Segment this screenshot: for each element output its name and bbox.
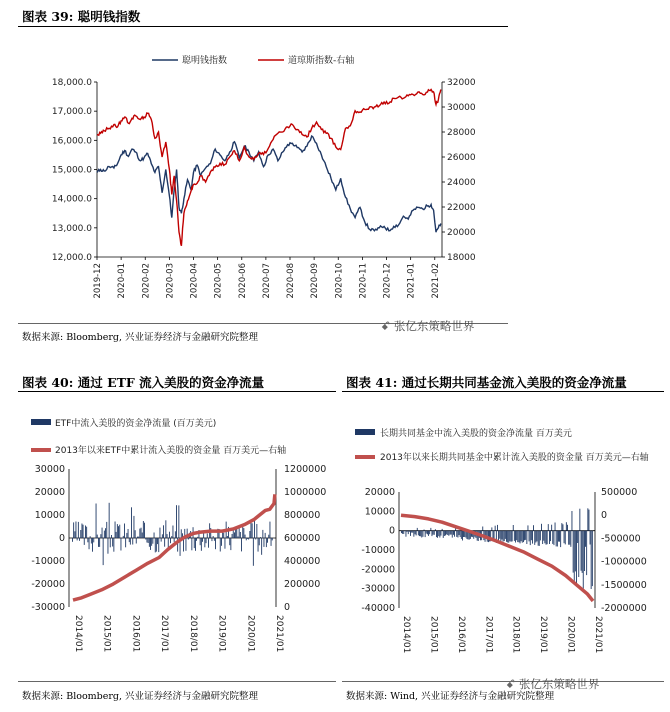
x-tick-label: 2020-05 xyxy=(213,263,224,299)
left-tick-label: -20000 xyxy=(361,564,395,576)
left-tick-label: -30000 xyxy=(31,602,65,613)
mf-flow-bar xyxy=(547,531,548,545)
right-tick-label: 32000 xyxy=(447,78,476,88)
legend-label-etf-cum: 2013年以来ETF中累计流入美股的资金量 百万美元—右轴 xyxy=(55,446,287,456)
mf-flow-bar xyxy=(528,525,529,530)
mf-flow-bar xyxy=(534,531,535,545)
x-tick-label: 2021-02 xyxy=(430,263,441,299)
mf-flow-bar xyxy=(456,531,457,537)
mf-flow-bar xyxy=(411,531,412,533)
fig41-title: 图表 41: 通过长期共同基金流入美股的资金净流量 xyxy=(346,375,627,390)
x-tick-label: 2020-02 xyxy=(141,263,152,299)
x-tick-label: 2020-11 xyxy=(358,263,369,299)
mf-flow-bar xyxy=(429,531,430,535)
mf-flow-bar xyxy=(461,531,462,539)
left-tick-label: 14,000.0 xyxy=(51,194,92,205)
mf-flow-bar xyxy=(416,531,417,536)
mf-flow-bar xyxy=(430,528,431,531)
x-tick-label: 2017/01 xyxy=(159,615,170,653)
mf-flow-bar xyxy=(530,531,531,545)
mf-flow-bar xyxy=(435,529,436,530)
mf-flow-bar xyxy=(579,509,580,531)
mf-flow-bar xyxy=(505,531,506,539)
mf-flow-bar xyxy=(507,531,508,543)
mf-flow-bar xyxy=(503,531,504,542)
mf-flow-bar xyxy=(436,531,437,537)
mf-flow-bar xyxy=(424,530,425,531)
left-tick-label: -10000 xyxy=(361,545,395,556)
mf-flow-bar xyxy=(451,531,452,535)
left-tick-label: 0 xyxy=(58,533,65,544)
fig39-title: 图表 39: 聪明钱指数 xyxy=(22,9,141,24)
mf-flow-bar xyxy=(549,531,550,544)
mf-flow-bar xyxy=(502,531,503,540)
mf-flow-bar xyxy=(537,531,538,542)
right-tick-label: 600000 xyxy=(284,533,321,544)
right-tick-label: 0 xyxy=(284,602,291,613)
left-tick-label: 10000 xyxy=(364,506,395,518)
wechat-icon: ꗃ xyxy=(506,677,516,691)
mf-flow-bar xyxy=(565,531,566,545)
mf-flow-bar xyxy=(531,531,532,541)
fig41-source: 数据来源: Wind, 兴业证券经济与金融研究院整理 xyxy=(346,691,555,702)
mf-flow-bar xyxy=(515,531,516,543)
mf-flow-bar xyxy=(509,531,510,542)
mf-flow-bar xyxy=(526,531,527,544)
legend-label-mf-flow: 长期共同基金中流入美股的资金净流量 百万美元 xyxy=(380,429,572,439)
legend-label-smart-money: 聪明钱指数 xyxy=(182,56,228,66)
mf-flow-bar xyxy=(506,531,507,542)
left-tick-label: 30000 xyxy=(34,464,65,475)
mf-flow-bar xyxy=(438,531,439,536)
x-tick-label: 2021/01 xyxy=(593,616,603,654)
right-tick-label: -2000000 xyxy=(601,603,647,614)
left-tick-label: 17,000.0 xyxy=(51,107,92,118)
right-tick-label: 20000 xyxy=(447,228,476,238)
mf-flow-bar xyxy=(578,531,579,577)
left-tick-label: 10000 xyxy=(34,510,65,521)
mf-flow-bar xyxy=(577,531,578,543)
mf-flow-bar xyxy=(401,531,402,533)
right-tick-label: -1500000 xyxy=(601,579,647,591)
right-tick-label: 0 xyxy=(601,510,608,522)
mf-flow-bar xyxy=(410,531,411,536)
x-tick-label: 2020-12 xyxy=(382,263,393,299)
mf-flow-bar xyxy=(584,531,585,571)
mf-flow-bar xyxy=(403,531,404,534)
mf-flow-bar xyxy=(557,531,558,547)
mf-flow-bar xyxy=(576,531,577,583)
x-tick-label: 2020-10 xyxy=(334,263,345,299)
mf-flow-bar xyxy=(425,531,426,537)
mf-flow-bar xyxy=(504,531,505,541)
x-tick-label: 2020-09 xyxy=(310,263,321,299)
mf-flow-bar xyxy=(572,511,573,531)
mf-flow-bar xyxy=(415,531,416,535)
mf-flow-bar xyxy=(520,531,521,544)
x-tick-label: 2020-08 xyxy=(286,263,297,299)
right-tick-label: 400000 xyxy=(284,556,321,567)
mf-flow-bar xyxy=(447,531,448,535)
mf-flow-bar xyxy=(511,531,512,542)
x-tick-label: 2020/01 xyxy=(245,615,256,653)
mf-flow-bar xyxy=(413,531,414,537)
fig41-watermark xyxy=(506,676,599,692)
mf-flow-bar xyxy=(592,531,593,586)
mf-flow-bar xyxy=(570,531,571,547)
mf-flow-bar xyxy=(552,531,553,544)
mf-flow-bar xyxy=(529,531,530,542)
right-tick-label: 28000 xyxy=(447,128,476,138)
mf-flow-bar xyxy=(443,531,444,538)
mf-flow-bar xyxy=(497,525,498,531)
mf-flow-bar xyxy=(419,531,420,536)
right-tick-label: 26000 xyxy=(447,153,476,163)
mf-flow-bar xyxy=(525,531,526,540)
mf-flow-bar xyxy=(512,531,513,542)
mf-flow-bar xyxy=(550,531,551,541)
x-tick-label: 2020-01 xyxy=(117,263,128,299)
x-tick-label: 2018/01 xyxy=(510,616,521,654)
mf-flow-bar xyxy=(439,531,440,538)
watermark-text: 张亿东策略世界 xyxy=(393,319,475,333)
x-tick-label: 2021-01 xyxy=(406,263,417,299)
right-tick-label: 1000000 xyxy=(284,487,327,498)
x-tick-label: 2020-04 xyxy=(189,263,200,299)
left-tick-label: -30000 xyxy=(361,583,395,595)
fig40-title: 图表 40: 通过 ETF 流入美股的资金净流量 xyxy=(22,375,265,390)
mf-flow-bar xyxy=(514,531,515,541)
mf-flow-bar xyxy=(445,531,446,536)
mf-flow-bar xyxy=(548,524,549,531)
mf-flow-bar xyxy=(590,531,591,545)
mf-flow-bar xyxy=(558,531,559,542)
mf-flow-bar xyxy=(460,531,461,537)
left-tick-label: -40000 xyxy=(361,603,395,614)
x-tick-label: 2014/01 xyxy=(73,615,83,653)
watermark-text: 张亿东策略世界 xyxy=(518,677,600,691)
mf-flow-bar xyxy=(533,525,534,531)
left-tick-label: 20000 xyxy=(34,487,65,498)
x-tick-label: 2020/01 xyxy=(565,616,576,654)
left-tick-label: -10000 xyxy=(31,556,65,567)
mf-flow-bar xyxy=(544,531,545,544)
mf-flow-bar xyxy=(517,531,518,542)
mf-flow-bar xyxy=(566,522,567,530)
mf-flow-bar xyxy=(540,531,541,541)
mf-flow-bar xyxy=(581,531,582,571)
x-tick-label: 2019-12 xyxy=(93,263,103,299)
fig39-source: 数据来源: Bloomberg, 兴业证券经济与金融研究院整理 xyxy=(22,332,259,343)
left-tick-label: 16,000.0 xyxy=(51,136,92,147)
mf-flow-bar xyxy=(417,528,418,531)
right-tick-label: -1000000 xyxy=(601,556,647,568)
right-tick-label: 30000 xyxy=(447,103,476,113)
right-tick-label: 18000 xyxy=(447,253,476,263)
x-tick-label: 2014/01 xyxy=(401,616,411,654)
x-tick-label: 2019/01 xyxy=(538,616,549,654)
x-tick-label: 2020-06 xyxy=(237,263,248,299)
x-tick-label: 2015/01 xyxy=(428,616,439,654)
mf-flow-bar xyxy=(589,510,590,531)
legend-label-mf-cum: 2013年以来长期共同基金中累计流入美股的资金量 百万美元—右轴 xyxy=(380,453,649,463)
mf-flow-bar xyxy=(446,531,447,535)
mf-flow-bar xyxy=(586,531,587,575)
mf-flow-bar xyxy=(539,531,540,546)
mf-flow-bar xyxy=(541,524,542,531)
right-tick-label: 1200000 xyxy=(284,464,327,475)
x-tick-label: 2016/01 xyxy=(455,616,466,654)
x-tick-label: 2019/01 xyxy=(216,615,227,653)
mf-flow-bar xyxy=(582,531,583,573)
right-tick-label: -500000 xyxy=(601,533,641,545)
left-tick-label: 12,000.0 xyxy=(51,253,92,263)
mf-flow-bar xyxy=(587,508,588,530)
right-tick-label: 22000 xyxy=(447,203,476,213)
mf-flow-bar xyxy=(551,525,552,531)
legend-label-etf-flow: ETF中流入美股的资金净流量 (百万美元) xyxy=(55,419,217,429)
mf-flow-bar xyxy=(585,531,586,547)
x-tick-label: 2020-07 xyxy=(261,263,272,299)
mf-flow-bar xyxy=(516,531,517,541)
mf-flow-bar xyxy=(495,526,496,531)
left-tick-label: 0 xyxy=(388,525,395,537)
mf-flow-bar xyxy=(513,525,514,531)
mf-flow-bar xyxy=(519,531,520,543)
mf-flow-bar xyxy=(522,531,523,543)
mf-flow-bar xyxy=(591,531,592,589)
x-tick-label: 2016/01 xyxy=(130,615,141,653)
mf-flow-bar xyxy=(453,531,454,535)
mf-flow-bar xyxy=(491,527,492,530)
mf-flow-bar xyxy=(434,531,435,535)
left-tick-label: -20000 xyxy=(31,579,65,590)
left-tick-label: 20000 xyxy=(364,487,395,498)
mf-flow-bar xyxy=(523,531,524,542)
mf-flow-bar xyxy=(556,531,557,547)
mf-flow-bar xyxy=(524,531,525,541)
fig41-source-rule xyxy=(342,681,664,682)
mf-flow-bar xyxy=(409,531,410,532)
mf-flow-bar xyxy=(402,531,403,534)
mf-flow-bar xyxy=(574,531,575,583)
mf-flow-bar xyxy=(561,523,562,531)
mf-flow-bar xyxy=(420,531,421,537)
mf-flow-bar xyxy=(554,531,555,545)
mf-flow-bar xyxy=(454,531,455,537)
mf-flow-bar xyxy=(412,531,413,533)
mf-flow-bar xyxy=(444,531,445,536)
mf-flow-bar xyxy=(532,531,533,544)
mf-flow-bar xyxy=(499,531,500,539)
x-tick-label: 2021/01 xyxy=(274,615,284,653)
mf-flow-bar xyxy=(407,531,408,532)
mf-flow-bar xyxy=(406,531,407,537)
mf-flow-bar xyxy=(508,531,509,543)
mf-flow-bar xyxy=(559,531,560,542)
x-tick-label: 2020-03 xyxy=(165,263,176,299)
legend-swatch-mf-flow xyxy=(355,429,375,435)
mf-flow-bar xyxy=(546,531,547,545)
mf-flow-bar xyxy=(563,524,564,530)
mf-flow-bar xyxy=(432,531,433,536)
mf-flow-bar xyxy=(543,531,544,541)
mf-flow-bar xyxy=(573,531,574,573)
mf-flow-bar xyxy=(583,531,584,589)
right-tick-label: 500000 xyxy=(601,487,638,498)
mf-flow-bar xyxy=(482,527,483,531)
mf-flow-bar xyxy=(567,525,568,531)
left-tick-label: 15,000.0 xyxy=(51,165,92,176)
legend-label-dow: 道琼斯指数-右轴 xyxy=(288,56,355,66)
mf-flow-bar xyxy=(433,531,434,535)
x-tick-label: 2015/01 xyxy=(101,615,112,653)
mf-flow-bar xyxy=(442,529,443,531)
mf-flow-bar xyxy=(441,531,442,536)
left-tick-label: 13,000.0 xyxy=(51,223,92,234)
mf-flow-bar xyxy=(575,531,576,572)
fig40-source: 数据来源: Bloomberg, 兴业证券经济与金融研究院整理 xyxy=(22,691,259,702)
right-tick-label: 800000 xyxy=(284,510,321,521)
mf-flow-bar xyxy=(428,531,429,536)
mf-flow-bar xyxy=(568,531,569,545)
mf-flow-bar xyxy=(427,531,428,535)
mf-flow-bar xyxy=(463,531,464,537)
mf-flow-bar xyxy=(421,531,422,538)
mf-flow-bar xyxy=(437,531,438,538)
mf-flow-bar xyxy=(426,531,427,534)
mf-flow-bar xyxy=(459,531,460,535)
mf-flow-bar xyxy=(569,531,570,545)
mf-flow-bar xyxy=(462,531,463,541)
mf-flow-bar xyxy=(450,531,451,535)
x-tick-label: 2017/01 xyxy=(483,616,494,654)
mf-flow-bar xyxy=(542,531,543,544)
mf-flow-bar xyxy=(555,523,556,531)
wechat-icon: ꗃ xyxy=(381,319,391,333)
mf-flow-bar xyxy=(538,531,539,546)
left-tick-label: 18,000.0 xyxy=(51,78,92,88)
mf-flow-bar xyxy=(458,531,459,538)
mf-flow-bar xyxy=(408,531,409,534)
right-tick-label: 24000 xyxy=(447,178,476,188)
right-tick-label: 200000 xyxy=(284,579,321,590)
mf-flow-bar xyxy=(418,531,419,536)
mf-flow-bar xyxy=(560,531,561,547)
mf-flow-bar xyxy=(500,531,501,542)
mf-flow-bar xyxy=(448,531,449,536)
mf-flow-bar xyxy=(423,531,424,537)
mf-flow-bar xyxy=(535,531,536,543)
mf-flow-bar xyxy=(452,531,453,538)
mf-flow-bar xyxy=(521,531,522,542)
x-tick-label: 2018/01 xyxy=(187,615,198,653)
mf-flow-bar xyxy=(564,531,565,544)
